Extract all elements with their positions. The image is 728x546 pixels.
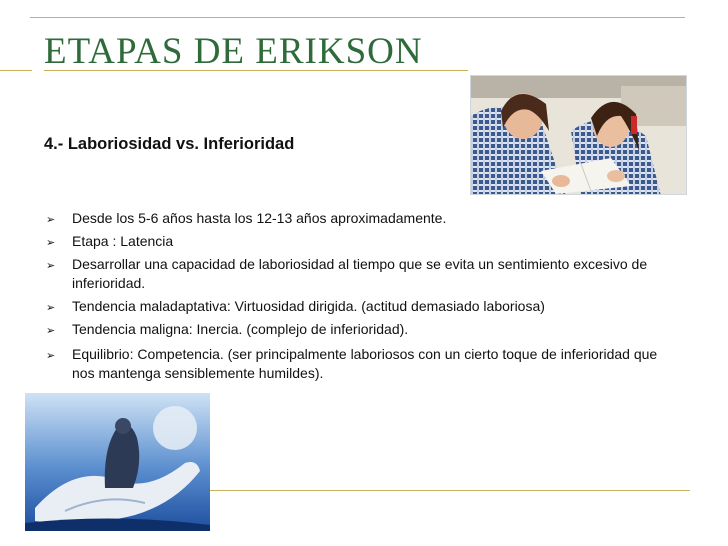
arrow-bullet-icon: ➢ (46, 260, 56, 272)
top-rule (30, 17, 685, 18)
bullet-item: ➢ Desde los 5-6 años hasta los 12-13 años aproximadamente. (44, 209, 664, 228)
arrow-bullet-icon: ➢ (46, 302, 56, 314)
bullet-item: ➢ Tendencia maligna: Inercia. (complejo de inferioridad). (44, 320, 664, 339)
children-studying-photo (470, 75, 687, 195)
bottom-rule (210, 490, 690, 491)
bullet-item: ➢ Tendencia maladaptativa: Virtuosidad dirigida. (actitud demasiado laboriosa) (44, 297, 664, 316)
slide-subtitle: 4.- Laboriosidad vs. Inferioridad (44, 135, 295, 153)
fantasy-art-image (25, 393, 210, 531)
rule-left-short (0, 70, 32, 71)
arrow-bullet-icon: ➢ (46, 350, 56, 362)
arrow-bullet-icon: ➢ (46, 237, 56, 249)
bullet-list (44, 209, 664, 387)
slide-title: ETAPAS DE ERIKSON (44, 31, 423, 72)
bullet-item: ➢ Etapa : Latencia (44, 232, 664, 251)
bullet-item: ➢ Equilibrio: Competencia. (ser principalmente laboriosos con un cierto toque de inferioridad que nos mantenga sensiblemente humildes). (46, 346, 658, 381)
arrow-bullet-icon: ➢ (46, 325, 56, 337)
arrow-bullet-icon: ➢ (46, 214, 56, 226)
bullet-item: ➢ Desarrollar una capacidad de laboriosidad al tiempo que se evita un sentimiento excesivo de inferioridad. (46, 256, 648, 291)
